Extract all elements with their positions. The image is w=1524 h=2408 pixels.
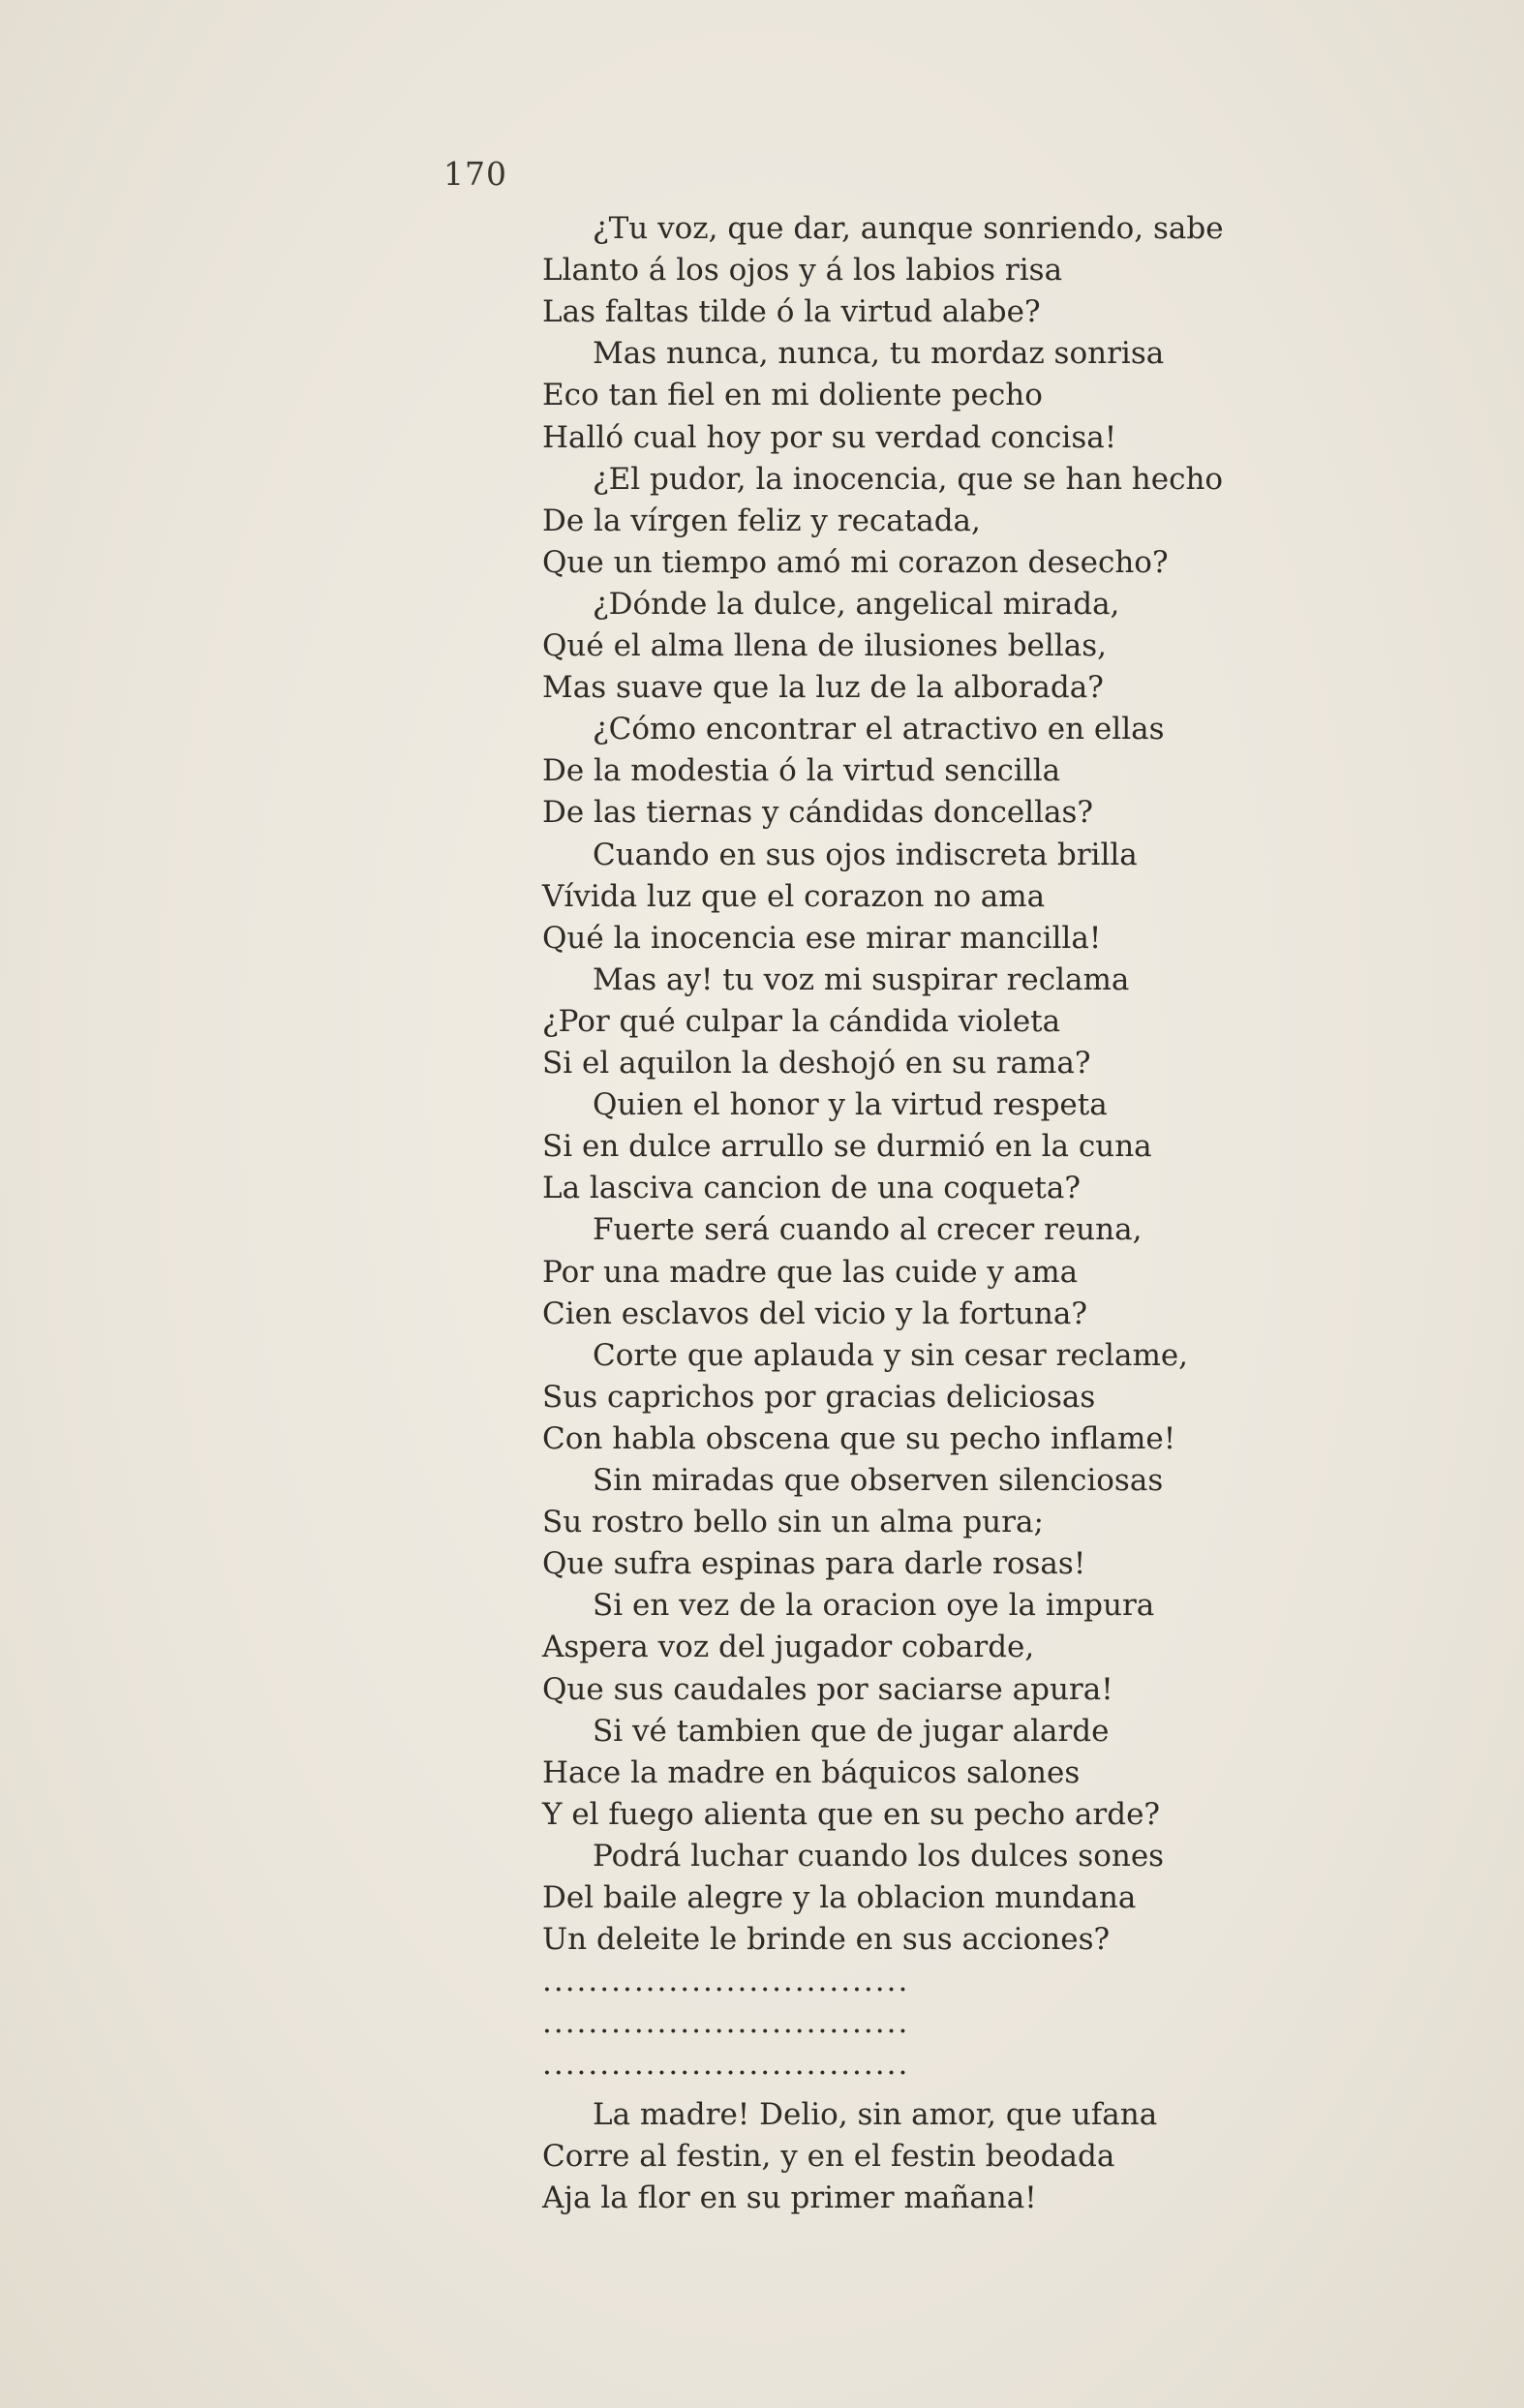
verse-line: Cuando en sus ojos indiscreta brilla xyxy=(593,837,1138,872)
verse-line: ¿Por qué culpar la cándida violeta xyxy=(542,1003,1061,1039)
verse-line: La lasciva cancion de una coqueta? xyxy=(542,1171,1081,1206)
verse-line: Por una madre que las cuide y ama xyxy=(542,1254,1079,1290)
verse-line: Mas ay! tu voz mi suspirar reclama xyxy=(593,961,1130,997)
verse-line: Del baile alegre y la oblacion mundana xyxy=(542,1880,1137,1915)
verse-line: ¿Tu voz, que dar, aunque sonriendo, sabe xyxy=(593,211,1224,246)
verse-line: Halló cual hoy por su verdad concisa! xyxy=(542,419,1117,455)
verse-line: De la vírgen feliz y recatada, xyxy=(542,503,981,538)
verse-line: Cien esclavos del vicio y la fortuna? xyxy=(542,1295,1087,1331)
verse-line: Mas nunca, nunca, tu mordaz sonrisa xyxy=(593,336,1165,372)
verse-line: Si en dulce arrullo se durmió en la cuna xyxy=(542,1129,1152,1165)
verse-line: Llanto á los ojos y á los labios risa xyxy=(542,253,1063,289)
ellipsis-line: ................................ xyxy=(542,2005,910,2041)
verse-line: ¿El pudor, la inocencia, que se han hecho xyxy=(593,461,1224,497)
verse-line: Quien el honor y la virtud respeta xyxy=(593,1087,1108,1123)
verse-line: ¿Dónde la dulce, angelical mirada, xyxy=(593,586,1120,622)
verse-line: La madre! Delio, sin amor, que ufana xyxy=(593,2096,1158,2132)
verse-line: Vívida luz que el corazon no ama xyxy=(542,878,1046,914)
verse-line: Podrá luchar cuando los dulces sones xyxy=(593,1838,1165,1874)
verse-line: Eco tan fiel en mi doliente pecho xyxy=(542,378,1043,413)
verse-line: ¿Cómo encontrar el atractivo en ellas xyxy=(593,712,1165,747)
verse-line: Fuerte será cuando al crecer reuna, xyxy=(593,1212,1143,1248)
verse-line: Con habla obscena que su pecho inflame! xyxy=(542,1420,1176,1456)
verse-line: Si el aquilon la deshojó en su rama? xyxy=(542,1046,1091,1081)
page-number: 170 xyxy=(443,155,507,193)
verse-line: Mas suave que la luz de la alborada? xyxy=(542,670,1104,706)
verse-line: Qué el alma llena de ilusiones bellas, xyxy=(542,628,1107,663)
verse-line: Su rostro bello sin un alma pura; xyxy=(542,1505,1044,1540)
verse-line: Sus caprichos por gracias deliciosas xyxy=(542,1379,1096,1415)
verse-line: Corre al festin, y en el festin beodada xyxy=(542,2138,1115,2174)
verse-line: Y el fuego alienta que en su pecho arde? xyxy=(542,1796,1161,1832)
verse-line: Que sus caudales por saciarse apura! xyxy=(542,1671,1113,1707)
verse-line: Que sufra espinas para darle rosas! xyxy=(542,1546,1086,1582)
verse-line: Sin miradas que observen silenciosas xyxy=(593,1463,1164,1498)
verse-line: De las tiernas y cándidas doncellas? xyxy=(542,795,1094,831)
verse-line: Qué la inocencia ese mirar mancilla! xyxy=(542,920,1102,956)
verse-line: Hace la madre en báquicos salones xyxy=(542,1754,1081,1790)
verse-line: De la modestia ó la virtud sencilla xyxy=(542,753,1061,789)
ellipsis-line: ................................ xyxy=(542,2047,910,2083)
ellipsis-line: ................................ xyxy=(542,1964,910,1999)
verse-line: Si vé tambien que de jugar alarde xyxy=(593,1713,1110,1749)
verse-line: Aspera voz del jugador cobarde, xyxy=(542,1630,1035,1665)
verse-line: Aja la flor en su primer mañana! xyxy=(542,2179,1037,2215)
verse-line: Un deleite le brinde en sus acciones? xyxy=(542,1922,1111,1958)
verse-line: Si en vez de la oracion oye la impura xyxy=(593,1588,1155,1624)
verse-line: Que un tiempo amó mi corazon desecho? xyxy=(542,544,1169,580)
verse-line: Las faltas tilde ó la virtud alabe? xyxy=(542,294,1041,330)
verse-line: Corte que aplauda y sin cesar reclame, xyxy=(593,1337,1189,1373)
